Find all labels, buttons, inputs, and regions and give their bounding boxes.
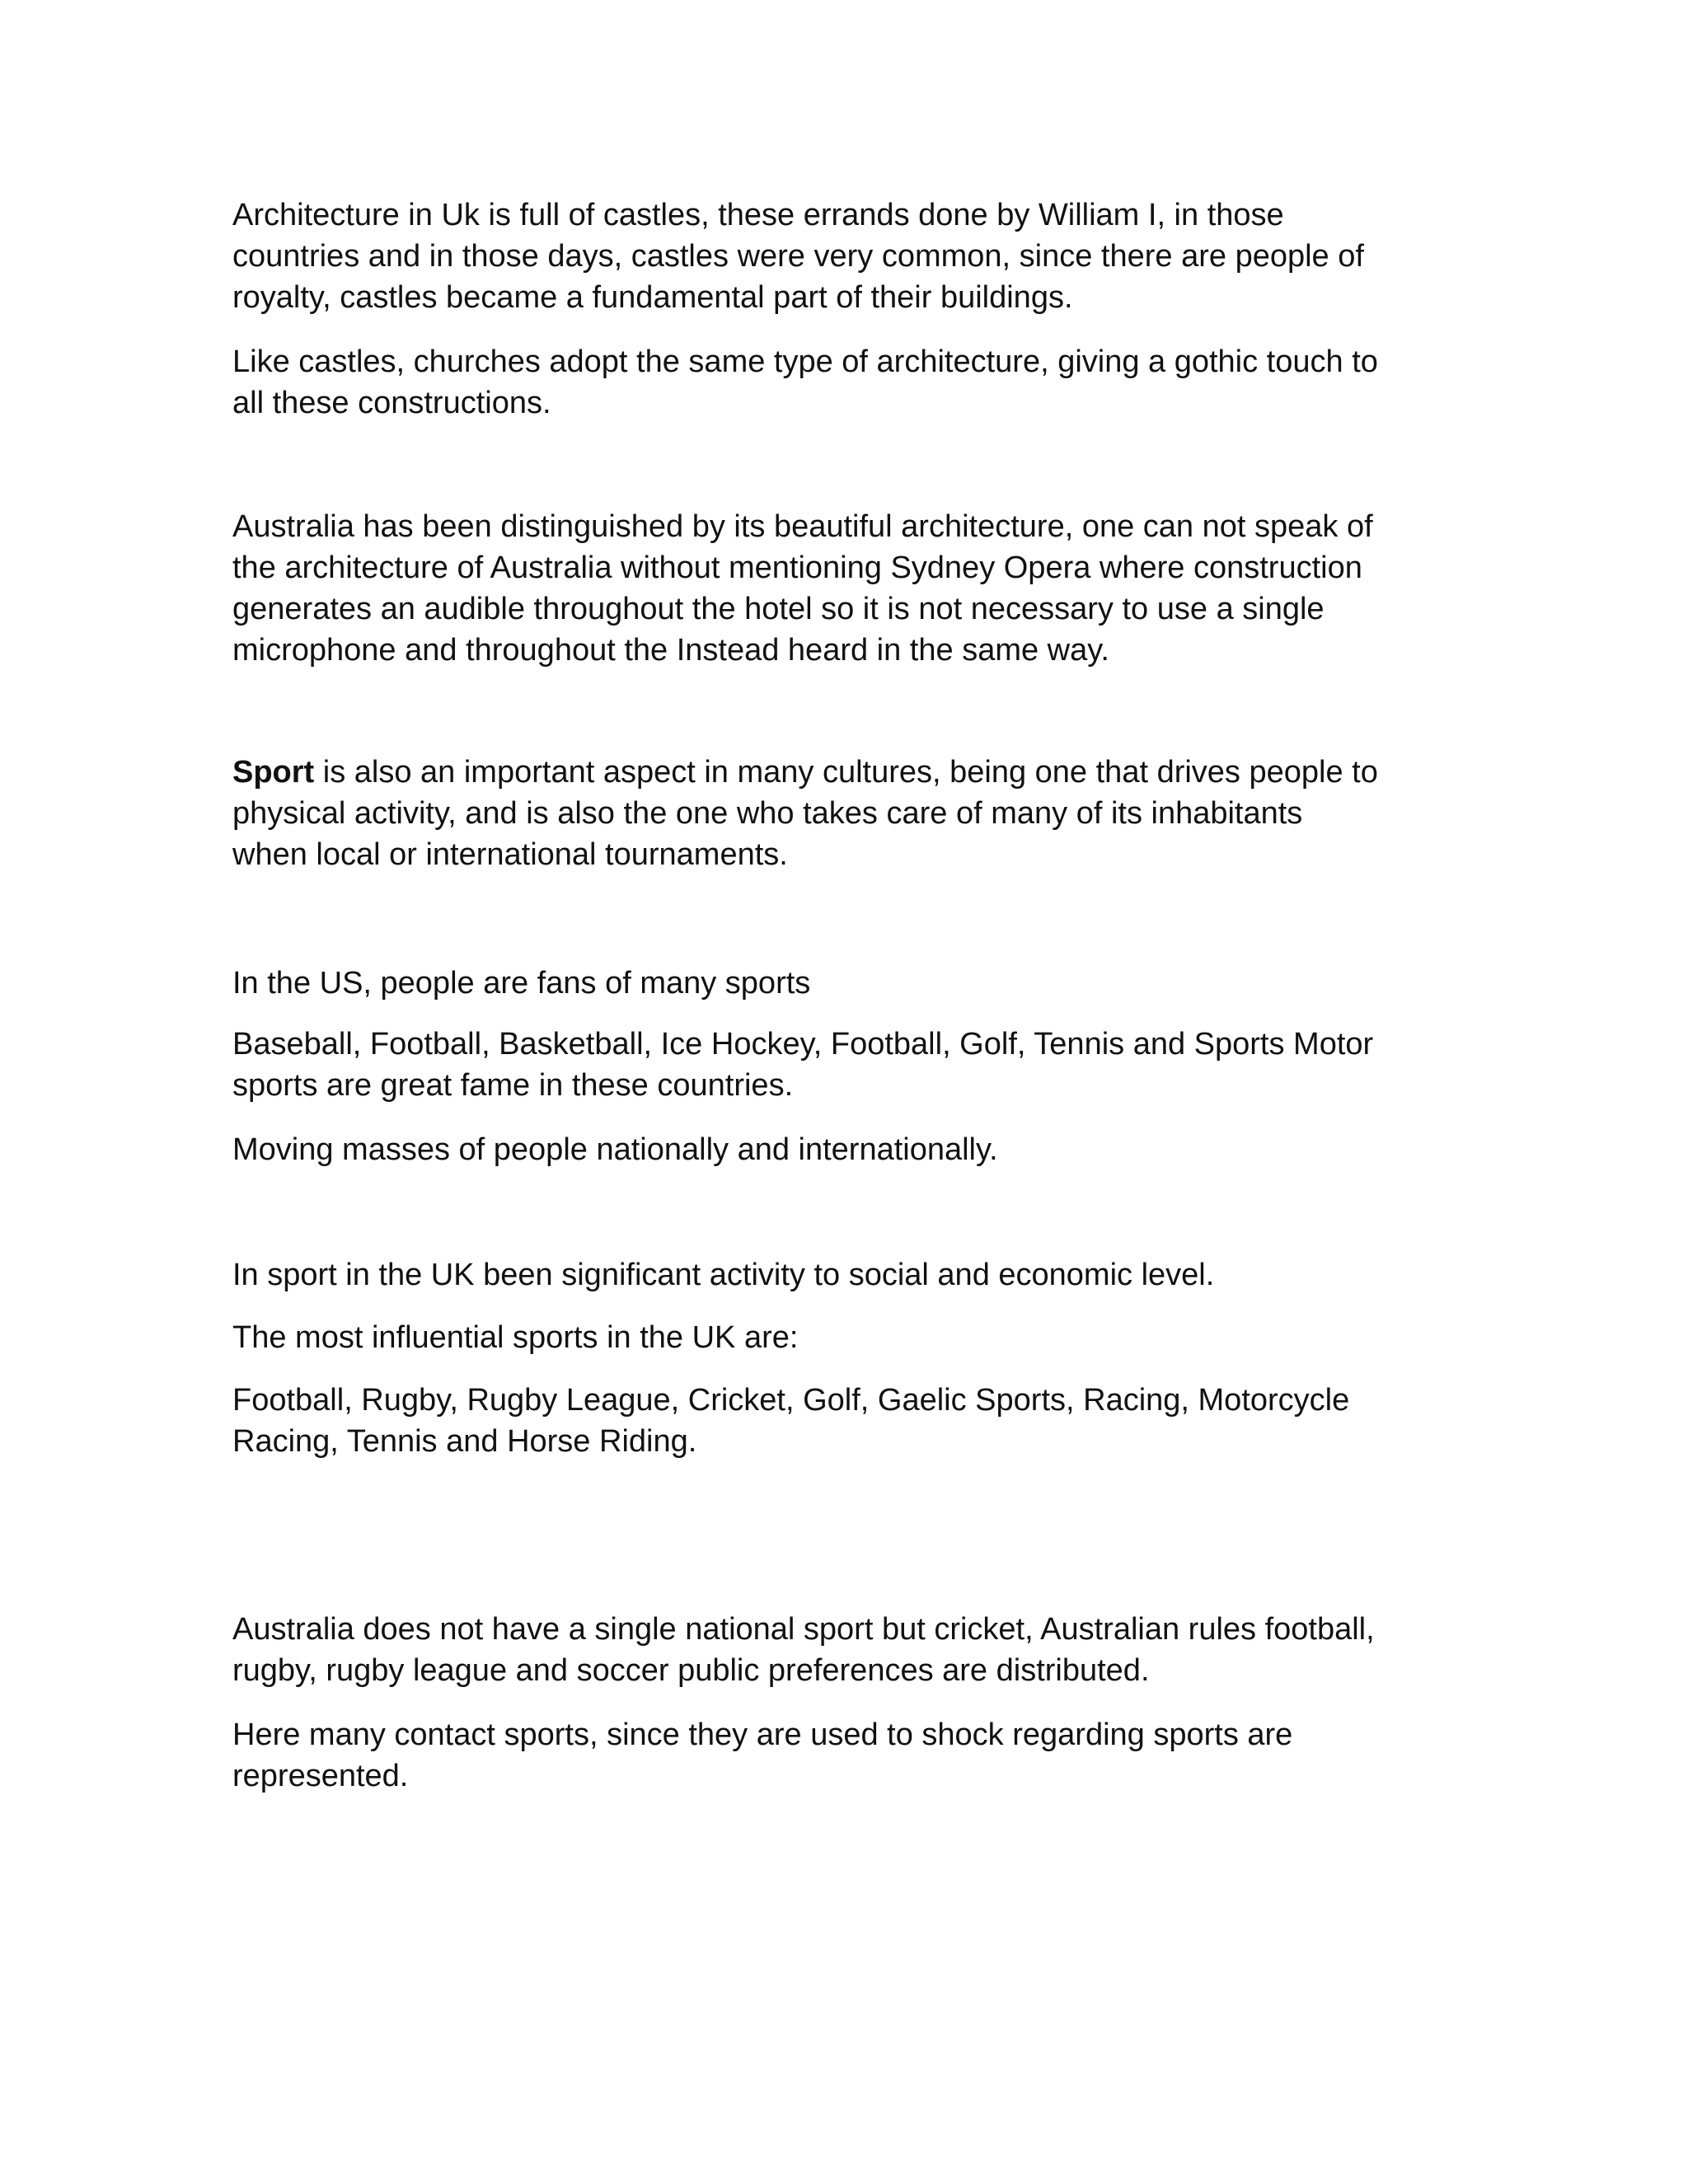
- text-line: physical activity, and is also the one who takes care of many of its inhabitants: [232, 796, 1303, 831]
- text-line: Football, Rugby, Rugby League, Cricket, Golf, Gaelic Sports, Racing, Motorcycle: [232, 1383, 1350, 1418]
- paragraph-us-sports-intro: [232, 963, 1444, 1004]
- text-line: countries and in those days, castles were very common, since there are people of: [232, 239, 1364, 274]
- text-line: generates an audible throughout the hotel so it is not necessary to use a single: [232, 592, 1325, 626]
- paragraph-uk-influential: [232, 1317, 1444, 1358]
- paragraph-uk-sports-list: [232, 1380, 1444, 1462]
- text-line: all these constructions.: [232, 386, 551, 420]
- text-line: is also an important aspect in many cultures, being one that drives people to: [314, 755, 1378, 790]
- text-line: Australia does not have a single national sport but cricket, Australian rules football,: [232, 1612, 1375, 1647]
- text-line: Baseball, Football, Basketball, Ice Hockey, Football, Golf, Tennis and Sports Motor: [232, 1027, 1374, 1062]
- paragraph-churches: [232, 341, 1444, 424]
- paragraph-us-sports-list: [232, 1024, 1444, 1106]
- paragraph-australia-architecture: [232, 506, 1444, 671]
- text-line: Architecture in Uk is full of castles, these errands done by William I, in those: [232, 198, 1284, 232]
- text-line: Here many contact sports, since they are used to shock regarding sports are: [232, 1718, 1293, 1752]
- paragraph-australia-sport: [232, 1609, 1444, 1691]
- text-line: In sport in the UK been significant activity to social and economic level.: [232, 1258, 1215, 1292]
- paragraph-moving-masses: [232, 1129, 1444, 1170]
- text-line: In the US, people are fans of many sports: [232, 966, 811, 1001]
- text-line: royalty, castles became a fundamental part of their buildings.: [232, 280, 1073, 315]
- text-line: Like castles, churches adopt the same type of architecture, giving a gothic touch to: [232, 344, 1378, 379]
- bold-lead-word: Sport: [232, 755, 315, 790]
- text-line: Australia has been distinguished by its beautiful architecture, one can not speak of: [232, 509, 1373, 544]
- text-line: the architecture of Australia without mentioning Sydney Opera where construction: [232, 551, 1362, 585]
- text-line: Moving masses of people nationally and internationally.: [232, 1132, 998, 1167]
- text-line: The most influential sports in the UK are:: [232, 1320, 799, 1355]
- paragraph-sport: [232, 752, 1444, 875]
- text-line: microphone and throughout the Instead heard in the same way.: [232, 633, 1109, 668]
- paragraph-uk-sport: [232, 1254, 1444, 1296]
- text-line: Racing, Tennis and Horse Riding.: [232, 1424, 697, 1459]
- text-line: represented.: [232, 1759, 409, 1793]
- paragraph-uk-architecture: [232, 194, 1444, 318]
- text-line: rugby, rugby league and soccer public preferences are distributed.: [232, 1653, 1150, 1688]
- paragraph-contact-sports: [232, 1714, 1444, 1797]
- text-line: sports are great fame in these countries.: [232, 1068, 794, 1103]
- text-line: when local or international tournaments.: [232, 837, 788, 872]
